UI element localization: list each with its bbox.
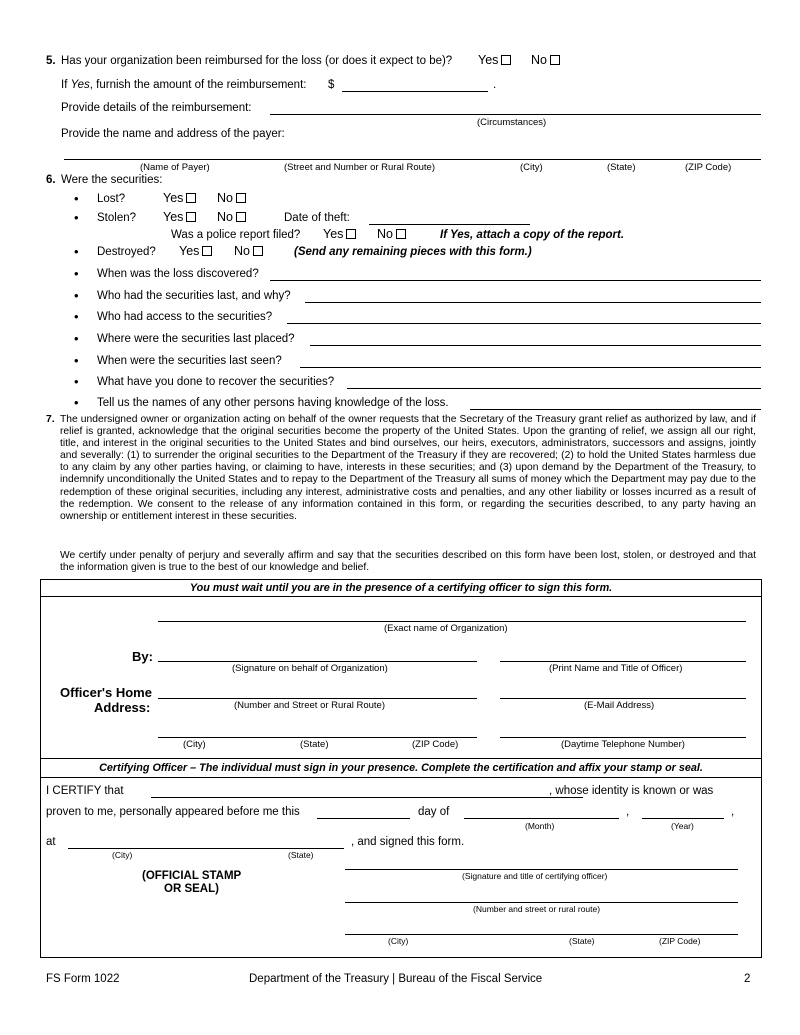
amount-period: . [493, 79, 497, 91]
police-note: If Yes, attach a copy of the report. [440, 229, 625, 241]
bullet: • [74, 191, 79, 206]
certifying-box-header: Certifying Officer – The individual must sign in your presence. Complete the certification and affix your stamp or seal. [99, 762, 703, 774]
year-field[interactable] [642, 818, 724, 819]
q6-number: 6. [46, 174, 56, 186]
reimbursement-details-field[interactable] [270, 114, 761, 115]
stolen-yes-option[interactable] [163, 210, 196, 224]
signature-box-header: You must wait until you are in the presence of a certifying officer to sign this form. [189, 582, 613, 594]
q5-amount-label: If Yes, furnish the amount of the reimbursement: [61, 79, 307, 91]
signature-caption: (Signature on behalf of Organization) [232, 663, 388, 674]
certify-that-label: I CERTIFY that [46, 785, 124, 797]
officer-home-label: Officer's Home [60, 685, 152, 700]
bullet: • [74, 331, 79, 346]
reimbursement-amount-field[interactable] [342, 91, 488, 92]
bullet: • [74, 395, 79, 410]
certifying-signature-field[interactable] [345, 869, 738, 870]
certifying-city-state-zip-field[interactable] [345, 934, 738, 935]
at-label: at [46, 836, 56, 848]
destroyed-yes-label: Yes [179, 244, 200, 258]
bullet: • [74, 353, 79, 368]
lost-no-label: No [217, 191, 233, 205]
lost-no-option[interactable] [217, 191, 246, 205]
q5-no-label: No [531, 53, 547, 67]
question-had-access: Who had access to the securities? [97, 311, 273, 323]
destroyed-no-label: No [234, 244, 250, 258]
had-last-field[interactable] [305, 302, 761, 303]
q7-paragraph: The undersigned owner or organization acting on behalf of the owner requests that the Secretary of the Treasury grant relief as authorized by law, and if relief is granted, acknowledge that the original securities become the property of the United States. Upon the granting of relief, we assign all our right, title, and interest in the original securities to the United States and bind ourselves, our heirs, executors, administrators, successors and assigns, jointly and severally: (1) to surrender the original securities to the Department of the Treasury if they are recovered; (2) to hold the United States harmless due to any claim by any other parties having, or claiming to have, interests in these securities; and (3) upon demand by the Department of the Treasury, to indemnify unconditionally the United States and to repay to the Department of the Treasury all sums of money which the Department may pay due to the redemption of these original securities, including any interest, administrative costs and penalties, and any other liability or losses incurred as a result of the redemption. We consent to the release of any information contained in this form, or regarding the securities described, to any party having an ownership or entitlement interest in these securities. [60, 414, 756, 522]
lost-yes-label: Yes [163, 191, 184, 205]
payer-label: Provide the name and address of the payer: [61, 128, 285, 140]
certifying-street-field[interactable] [345, 902, 738, 903]
question-last-seen: When were the securities last seen? [97, 355, 282, 367]
loss-discovered-field[interactable] [270, 280, 761, 281]
question-recover: What have you done to recover the securities? [97, 376, 335, 388]
stolen-label: Stolen? [97, 212, 137, 224]
lost-yes-option[interactable] [163, 191, 196, 205]
print-name-caption: (Print Name and Title of Officer) [549, 663, 683, 674]
address-label: Address: [94, 700, 151, 715]
street-caption: (Number and Street or Rural Route) [234, 700, 386, 711]
zip-caption: (ZIP Code) [659, 936, 701, 946]
question-other-persons: Tell us the names of any other persons having knowledge of the loss. [97, 397, 449, 409]
city-caption: (City) [112, 850, 133, 860]
stolen-no-option[interactable] [217, 210, 246, 224]
destroyed-label: Destroyed? [97, 246, 156, 258]
q5-yes-checkbox[interactable] [501, 55, 511, 65]
day-of-text: day of [418, 806, 450, 818]
lost-label: Lost? [97, 193, 126, 205]
destroyed-yes-checkbox[interactable] [202, 246, 212, 256]
zip-caption: (ZIP Code) [412, 739, 459, 750]
q6-title: Were the securities: [61, 174, 163, 186]
had-access-field[interactable] [287, 323, 761, 324]
police-report-label: Was a police report filed? [171, 229, 301, 241]
by-label: By: [132, 649, 153, 664]
last-seen-field[interactable] [300, 367, 761, 368]
stolen-yes-checkbox[interactable] [186, 212, 196, 222]
officer-street-field[interactable] [158, 698, 477, 699]
destroyed-no-checkbox[interactable] [253, 246, 263, 256]
agency-name: Department of the Treasury | Bureau of the Fiscal Service [249, 973, 543, 985]
question-had-last: Who had the securities last, and why? [97, 290, 291, 302]
certifying-box [40, 758, 762, 958]
destroyed-note: (Send any remaining pieces with this form.) [294, 246, 532, 258]
state-caption: (State) [300, 739, 329, 750]
last-placed-field[interactable] [310, 345, 761, 346]
dollar-sign: $ [328, 79, 335, 91]
officer-name-title-field[interactable] [500, 661, 746, 662]
question-loss-discovered: When was the loss discovered? [97, 268, 259, 280]
sig-title-caption: (Signature and title of certifying officer) [462, 871, 608, 881]
phone-caption: (Daytime Telephone Number) [561, 739, 685, 750]
state-caption: (State) [288, 850, 314, 860]
q5-question: Has your organization been reimbursed for the loss (or does it expect to be)? [61, 55, 453, 67]
police-yes-checkbox[interactable] [346, 229, 356, 239]
payer-address-field[interactable] [64, 159, 761, 160]
payer-city-caption: (City) [520, 162, 543, 173]
city-state-field[interactable] [68, 848, 344, 849]
payer-zip-caption: (ZIP Code) [685, 162, 732, 173]
proven-text: proven to me, personally appeared before me this [46, 806, 300, 818]
organization-name-field[interactable] [158, 621, 746, 622]
bullet: • [74, 288, 79, 303]
form-number: FS Form 1022 [46, 973, 120, 985]
police-yes-option[interactable] [323, 227, 356, 241]
q5-yes-label: Yes [478, 53, 499, 67]
q7-number: 7. [46, 414, 55, 425]
state-caption: (State) [569, 936, 595, 946]
stamp-label-2: OR SEAL) [164, 883, 219, 895]
lost-no-checkbox[interactable] [236, 193, 246, 203]
police-yes-label: Yes [323, 227, 344, 241]
divider [41, 777, 761, 778]
identity-text: , whose identity is known or was [549, 785, 714, 797]
comma: , [626, 806, 630, 818]
police-no-option[interactable] [377, 227, 406, 241]
bullet: • [74, 210, 79, 225]
officer-phone-field[interactable] [500, 737, 746, 738]
lost-yes-checkbox[interactable] [186, 193, 196, 203]
officer-email-field[interactable] [500, 698, 746, 699]
officer-city-state-zip-field[interactable] [158, 737, 477, 738]
date-of-theft-label: Date of theft: [284, 212, 350, 224]
stolen-no-label: No [217, 210, 233, 224]
police-no-checkbox[interactable] [396, 229, 406, 239]
other-persons-field[interactable] [470, 409, 761, 410]
details-label: Provide details of the reimbursement: [61, 102, 252, 114]
stolen-no-checkbox[interactable] [236, 212, 246, 222]
q5-yes-option[interactable] [478, 53, 511, 67]
street-caption: (Number and street or rural route) [473, 904, 601, 914]
question-last-placed: Where were the securities last placed? [97, 333, 295, 345]
q5-no-checkbox[interactable] [550, 55, 560, 65]
email-caption: (E-Mail Address) [584, 700, 655, 711]
month-field[interactable] [464, 818, 619, 819]
q7-certify: We certify under penalty of perjury and severally affirm and say that the securities described on this form have been lost, stolen, or destroyed and that the information given is true to the best of our knowledge and belief. [60, 550, 756, 574]
signature-box [40, 579, 762, 759]
circumstances-caption: (Circumstances) [477, 117, 547, 128]
year-caption: (Year) [671, 821, 694, 831]
bullet: • [74, 374, 79, 389]
payer-state-caption: (State) [607, 162, 636, 173]
recover-field[interactable] [347, 388, 761, 389]
payer-name-caption: (Name of Payer) [140, 162, 210, 173]
city-caption: (City) [388, 936, 409, 946]
destroyed-yes-option[interactable] [179, 244, 212, 258]
bullet: • [74, 266, 79, 281]
q5-no-option[interactable] [531, 53, 560, 67]
stolen-yes-label: Yes [163, 210, 184, 224]
divider [41, 596, 761, 597]
bullet: • [74, 244, 79, 259]
bullet: • [74, 309, 79, 324]
payer-street-caption: (Street and Number or Rural Route) [284, 162, 436, 173]
police-no-label: No [377, 227, 393, 241]
city-caption: (City) [183, 739, 206, 750]
day-field[interactable] [317, 818, 410, 819]
comma: , [731, 806, 735, 818]
month-caption: (Month) [525, 821, 555, 831]
signature-field[interactable] [158, 661, 477, 662]
destroyed-no-option[interactable] [234, 244, 263, 258]
date-of-theft-field[interactable] [369, 224, 530, 225]
certified-person-field[interactable] [151, 797, 583, 798]
organization-caption: (Exact name of Organization) [384, 623, 508, 634]
page-number: 2 [744, 973, 751, 985]
stamp-label-1: (OFFICIAL STAMP [142, 870, 242, 882]
q5-number: 5. [46, 55, 56, 67]
signed-text: , and signed this form. [351, 836, 465, 848]
